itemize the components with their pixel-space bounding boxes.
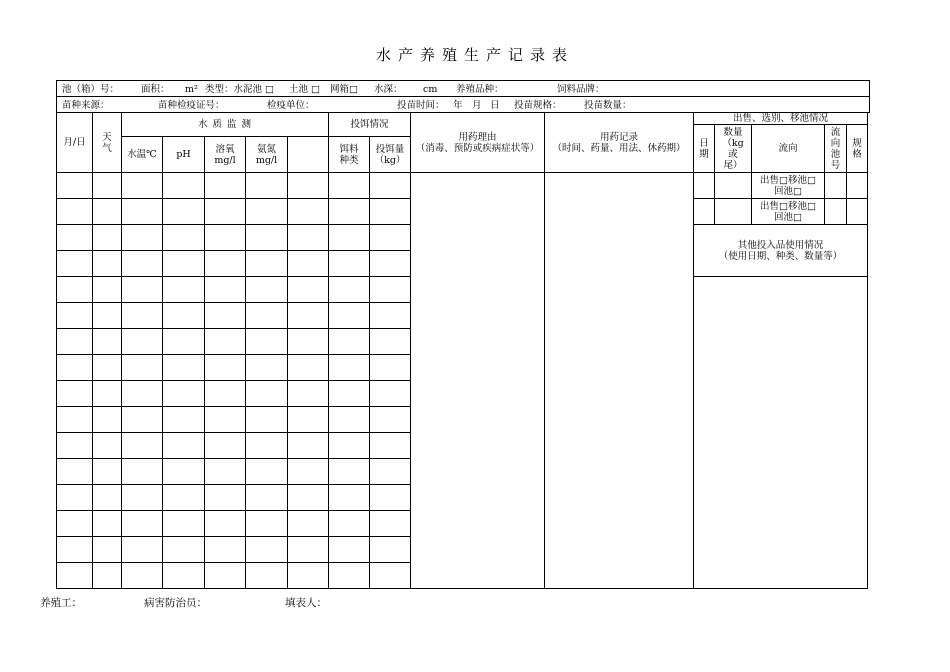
area-unit: m² (185, 84, 198, 95)
other-inputs-title: 其他投入品使用情况 (737, 239, 824, 251)
record-cell[interactable] (288, 355, 329, 381)
col-date: 月/日 (57, 113, 93, 173)
sale-flow-header: 流向 (752, 125, 825, 173)
sale-flow-cell[interactable]: 出售□移池□ 回池□ (752, 173, 825, 199)
record-cell[interactable] (370, 225, 411, 251)
record-cell[interactable] (93, 173, 122, 199)
form-title: 水产养殖生产记录表 (375, 46, 574, 64)
record-cell[interactable] (288, 511, 329, 537)
sale-cell[interactable] (825, 199, 847, 225)
record-cell[interactable] (329, 433, 370, 459)
sale-flow-pond-header: 流 向 池 号 (825, 125, 847, 173)
sale-cell[interactable] (715, 173, 752, 199)
record-cell[interactable] (329, 381, 370, 407)
record-cell[interactable] (122, 355, 163, 381)
col-dissolved-oxygen: 溶氧 mg/l (205, 137, 246, 173)
record-cell[interactable] (122, 563, 163, 589)
record-cell[interactable] (122, 381, 163, 407)
col-water-monitoring: 水 质 监 测 (122, 113, 329, 137)
sale-cell[interactable] (847, 199, 868, 225)
other-inputs-note: （使用日期、种类、数量等） (718, 250, 843, 262)
area-label: 面积： (141, 84, 170, 95)
record-cell[interactable] (329, 199, 370, 225)
record-cell[interactable] (288, 459, 329, 485)
record-cell[interactable] (163, 485, 205, 511)
record-cell[interactable] (370, 407, 411, 433)
record-cell[interactable] (57, 537, 93, 563)
record-cell[interactable] (57, 459, 93, 485)
record-cell[interactable] (93, 303, 122, 329)
record-cell[interactable] (163, 199, 205, 225)
record-cell[interactable] (329, 511, 370, 537)
record-cell[interactable] (93, 199, 122, 225)
sale-flow-cell[interactable]: 出售□移池□ 回池□ (752, 199, 825, 225)
record-cell[interactable] (163, 511, 205, 537)
record-cell[interactable] (370, 173, 411, 199)
record-cell[interactable] (57, 173, 93, 199)
col-sale-section: 出售、选别、移池情况 (694, 113, 868, 125)
record-cell[interactable] (370, 329, 411, 355)
record-cell[interactable] (246, 277, 288, 303)
species-label: 养殖品种： (456, 84, 504, 95)
record-cell[interactable] (163, 407, 205, 433)
record-cell[interactable] (205, 225, 246, 251)
record-cell[interactable] (122, 433, 163, 459)
record-cell[interactable] (370, 485, 411, 511)
record-cell[interactable] (205, 511, 246, 537)
record-cell[interactable] (93, 511, 122, 537)
record-cell[interactable] (246, 173, 288, 199)
record-cell[interactable] (163, 329, 205, 355)
col-medication-reason-body[interactable] (411, 173, 545, 589)
col-feed-amount: 投饵量 （kg） (370, 137, 411, 173)
sale-spec-header: 规 格 (847, 125, 868, 173)
header-row-fry-info (56, 96, 870, 113)
record-cell[interactable] (288, 563, 329, 589)
stocking-spec-label: 投苗规格： (514, 100, 562, 111)
medication-reason-note: （消毒、预防或疾病症状等） (415, 142, 540, 154)
record-cell[interactable] (122, 251, 163, 277)
record-cell[interactable] (246, 199, 288, 225)
other-inputs-section (694, 225, 868, 277)
record-cell[interactable] (205, 459, 246, 485)
pond-type-earth: 土池 □ (289, 84, 320, 95)
record-cell[interactable] (288, 381, 329, 407)
record-cell[interactable] (246, 407, 288, 433)
record-cell[interactable] (163, 251, 205, 277)
water-depth-unit: cm (423, 84, 438, 95)
record-cell[interactable] (246, 251, 288, 277)
col-weather: 天气 (93, 113, 122, 173)
record-cell[interactable] (246, 485, 288, 511)
record-cell[interactable] (163, 277, 205, 303)
quarantine-unit-label: 检疫单位： (267, 100, 315, 111)
record-cell[interactable] (57, 277, 93, 303)
record-cell[interactable] (205, 563, 246, 589)
record-cell[interactable] (329, 485, 370, 511)
stocking-month: 月 (472, 100, 482, 111)
water-depth-label: 水深： (374, 84, 403, 95)
record-cell[interactable] (329, 277, 370, 303)
record-cell[interactable] (205, 277, 246, 303)
stocking-qty-label: 投苗数量： (584, 100, 632, 111)
col-ph: pH (163, 137, 205, 173)
other-inputs-body[interactable] (694, 277, 868, 589)
record-cell[interactable] (246, 329, 288, 355)
record-cell[interactable] (57, 251, 93, 277)
record-cell[interactable] (93, 433, 122, 459)
record-cell[interactable] (93, 485, 122, 511)
record-cell[interactable] (288, 277, 329, 303)
fry-cert-label: 苗种检疫证号： (158, 100, 225, 111)
record-cell[interactable] (93, 381, 122, 407)
sale-cell[interactable] (715, 199, 752, 225)
sale-cell[interactable] (694, 173, 715, 199)
record-cell[interactable] (205, 355, 246, 381)
record-cell[interactable] (329, 459, 370, 485)
record-cell[interactable] (122, 485, 163, 511)
record-row (57, 173, 868, 199)
record-cell[interactable] (288, 199, 329, 225)
sale-quantity-header: 数量 （kg 或 尾） (715, 125, 752, 173)
col-feeding: 投饵情况 (329, 113, 411, 137)
record-cell[interactable] (246, 433, 288, 459)
record-cell[interactable] (205, 407, 246, 433)
medication-record-title: 用药记录 (599, 131, 638, 143)
record-cell[interactable] (163, 355, 205, 381)
record-cell[interactable] (370, 459, 411, 485)
record-cell[interactable] (93, 537, 122, 563)
sale-date-header: 日 期 (694, 125, 715, 173)
record-cell[interactable] (288, 407, 329, 433)
record-cell[interactable] (57, 381, 93, 407)
pond-number-label: 池（箱）号： (62, 84, 120, 95)
record-cell[interactable] (370, 303, 411, 329)
record-cell[interactable] (205, 303, 246, 329)
record-cell[interactable] (370, 433, 411, 459)
record-cell[interactable] (122, 225, 163, 251)
record-cell[interactable] (370, 251, 411, 277)
feed-brand-label: 饲料品牌： (557, 84, 605, 95)
record-cell[interactable] (288, 225, 329, 251)
record-cell[interactable] (370, 199, 411, 225)
record-cell[interactable] (122, 407, 163, 433)
stocking-year: 年 (453, 100, 463, 111)
record-cell[interactable] (122, 511, 163, 537)
record-cell[interactable] (288, 329, 329, 355)
col-feed-type: 饵料 种类 (329, 137, 370, 173)
form-filler-label: 填表人： (285, 597, 327, 609)
record-cell[interactable] (163, 381, 205, 407)
record-cell[interactable] (57, 355, 93, 381)
record-cell[interactable] (57, 225, 93, 251)
record-cell[interactable] (163, 563, 205, 589)
record-cell[interactable] (246, 537, 288, 563)
record-cell[interactable] (57, 485, 93, 511)
record-cell[interactable] (370, 537, 411, 563)
col-medication-record (545, 113, 694, 173)
record-cell[interactable] (93, 563, 122, 589)
col-medication-record-body[interactable] (545, 173, 694, 589)
record-cell[interactable] (57, 329, 93, 355)
record-cell[interactable] (205, 329, 246, 355)
record-cell[interactable] (246, 355, 288, 381)
record-cell[interactable] (163, 303, 205, 329)
record-cell[interactable] (205, 537, 246, 563)
medication-reason-title: 用药理由 (458, 131, 497, 143)
col-ammonia: 氨氮 mg/l (246, 137, 288, 173)
record-cell[interactable] (93, 225, 122, 251)
record-cell[interactable] (57, 303, 93, 329)
record-cell[interactable] (93, 459, 122, 485)
record-cell[interactable] (370, 277, 411, 303)
fry-source-label: 苗种来源： (62, 100, 110, 111)
record-cell[interactable] (288, 251, 329, 277)
record-cell[interactable] (288, 303, 329, 329)
record-cell[interactable] (205, 381, 246, 407)
record-cell[interactable] (370, 381, 411, 407)
record-cell[interactable] (57, 563, 93, 589)
record-cell[interactable] (329, 563, 370, 589)
record-cell[interactable] (205, 433, 246, 459)
record-cell[interactable] (246, 511, 288, 537)
sale-cell[interactable] (694, 199, 715, 225)
record-cell[interactable] (288, 537, 329, 563)
record-cell[interactable] (329, 407, 370, 433)
record-cell[interactable] (329, 225, 370, 251)
record-cell[interactable] (288, 173, 329, 199)
stocking-time-label: 投苗时间： (397, 100, 445, 111)
record-cell[interactable] (246, 225, 288, 251)
record-cell[interactable] (122, 173, 163, 199)
record-cell[interactable] (93, 407, 122, 433)
medication-record-note: （时间、药量、用法、休药期） (552, 142, 686, 154)
record-cell[interactable] (122, 459, 163, 485)
col-water-temp: 水温℃ (122, 137, 163, 173)
record-cell[interactable] (370, 563, 411, 589)
stocking-day: 日 (490, 100, 500, 111)
record-cell[interactable] (163, 537, 205, 563)
record-cell[interactable] (93, 251, 122, 277)
record-cell[interactable] (246, 303, 288, 329)
record-cell[interactable] (93, 329, 122, 355)
record-table (56, 112, 868, 589)
record-cell[interactable] (163, 173, 205, 199)
record-cell[interactable] (288, 433, 329, 459)
record-cell[interactable] (370, 355, 411, 381)
farmer-signature-label: 养殖工： (40, 597, 82, 609)
record-cell[interactable] (370, 511, 411, 537)
record-cell[interactable] (246, 459, 288, 485)
record-cell[interactable] (329, 329, 370, 355)
record-cell[interactable] (288, 485, 329, 511)
col-water-blank (288, 137, 329, 173)
sale-cell[interactable] (825, 173, 847, 199)
header-row-pond-info (56, 80, 870, 97)
record-cell[interactable] (122, 277, 163, 303)
record-cell[interactable] (163, 433, 205, 459)
record-cell[interactable] (205, 485, 246, 511)
record-cell[interactable] (163, 459, 205, 485)
record-cell[interactable] (329, 303, 370, 329)
record-cell[interactable] (329, 173, 370, 199)
disease-officer-label: 病害防治员： (144, 597, 207, 609)
record-cell[interactable] (329, 251, 370, 277)
pond-type-cement: 类型：水泥池 □ (205, 84, 274, 95)
record-cell[interactable] (57, 407, 93, 433)
sale-cell[interactable] (847, 173, 868, 199)
pond-type-cage: 网箱□ (330, 84, 358, 95)
record-cell[interactable] (246, 563, 288, 589)
record-cell[interactable] (122, 303, 163, 329)
record-cell[interactable] (205, 251, 246, 277)
record-cell[interactable] (163, 225, 205, 251)
col-medication-reason (411, 113, 545, 173)
record-cell[interactable] (57, 199, 93, 225)
record-cell[interactable] (122, 329, 163, 355)
record-cell[interactable] (93, 355, 122, 381)
record-cell[interactable] (122, 537, 163, 563)
record-cell[interactable] (93, 277, 122, 303)
record-cell[interactable] (329, 537, 370, 563)
record-cell[interactable] (205, 199, 246, 225)
record-cell[interactable] (122, 199, 163, 225)
record-cell[interactable] (57, 511, 93, 537)
record-cell[interactable] (246, 381, 288, 407)
record-cell[interactable] (205, 173, 246, 199)
record-cell[interactable] (329, 355, 370, 381)
record-cell[interactable] (57, 433, 93, 459)
